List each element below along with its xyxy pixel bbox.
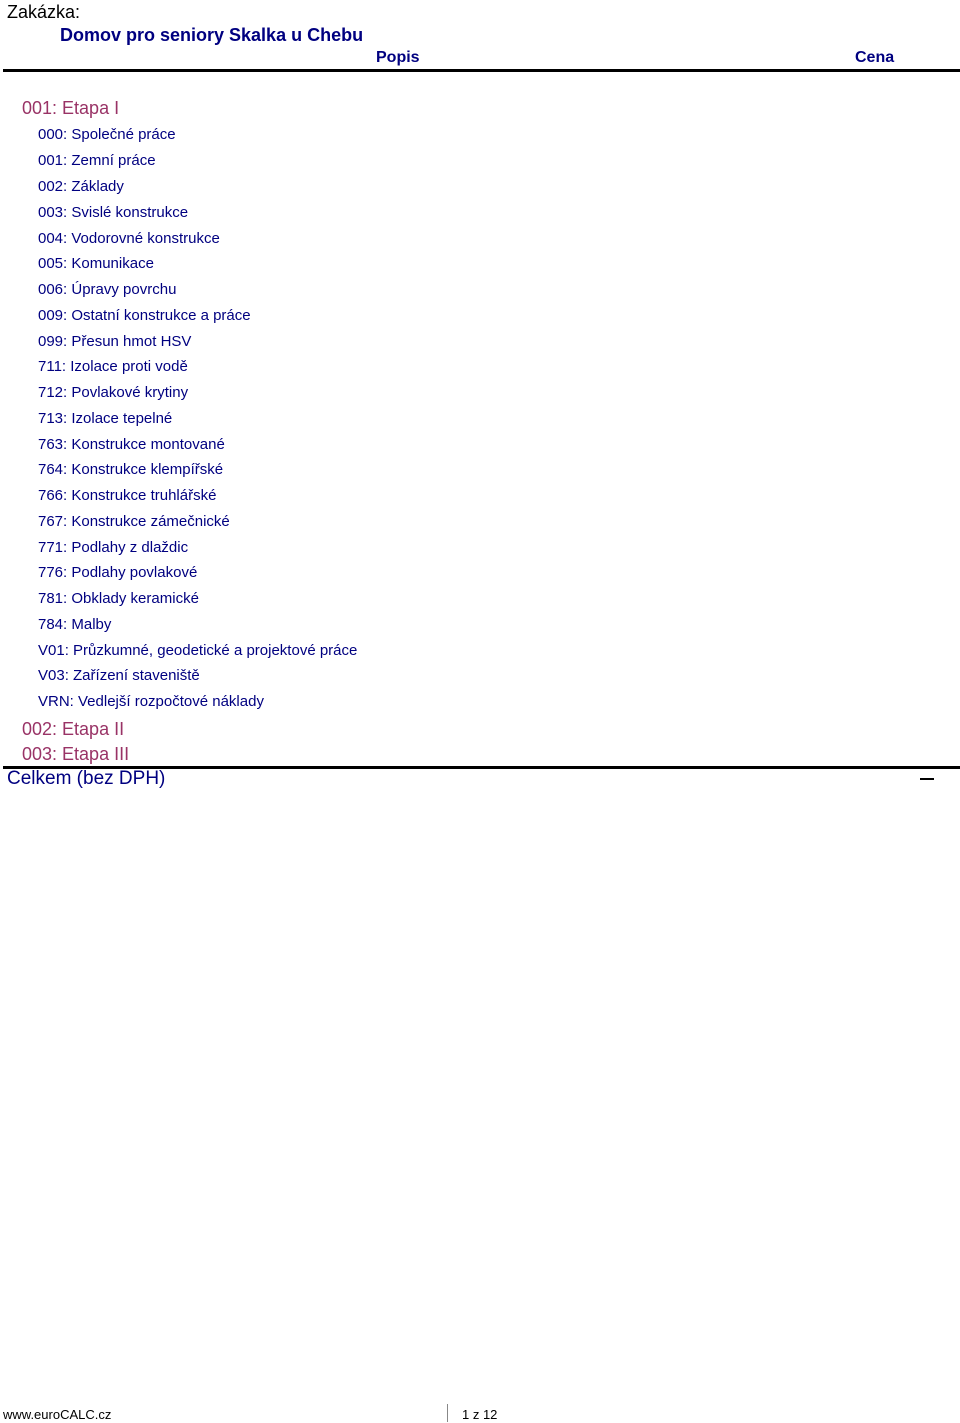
total-label: Celkem (bez DPH) [7,768,166,789]
budget-item: 776: Podlahy povlakové [38,564,198,581]
project-name: Domov pro seniory Skalka u Chebu [60,25,364,45]
budget-item: VRN: Vedlejší rozpočtové náklady [38,693,264,710]
budget-item: 712: Povlakové krytiny [38,384,189,401]
budget-item: 002: Základy [38,178,124,195]
order-label: Zakázka: [7,2,81,22]
budget-item: 784: Malby [38,616,112,633]
header-divider [3,69,960,72]
budget-item: 771: Podlahy z dlaždic [38,539,189,556]
budget-item: V03: Zařízení staveniště [38,667,200,684]
budget-item: 766: Konstrukce truhlářské [38,487,217,504]
budget-item: 713: Izolace tepelné [38,410,173,427]
budget-item: 781: Obklady keramické [38,590,199,607]
budget-item: 711: Izolace proti vodě [38,358,188,375]
budget-item: 006: Úpravy povrchu [38,281,177,298]
budget-item: 005: Komunikace [38,255,154,272]
budget-item: 000: Společné práce [38,126,176,143]
budget-item: 763: Konstrukce montované [38,436,225,453]
budget-item: 764: Konstrukce klempířské [38,461,224,478]
column-header-description: Popis [376,49,420,66]
budget-item: 099: Přesun hmot HSV [38,333,192,350]
budget-item: V01: Průzkumné, geodetické a projektové práce [38,642,358,659]
footer-divider [447,1404,448,1422]
budget-item: 009: Ostatní konstrukce a práce [38,307,251,324]
stage-heading: 002: Etapa II [22,719,125,739]
budget-item: 767: Konstrukce zámečnické [38,513,230,530]
column-header-price: Cena [855,49,895,66]
budget-item: 004: Vodorovné konstrukce [38,230,220,247]
budget-item: 001: Zemní práce [38,152,156,169]
stage-heading: 001: Etapa I [22,98,120,118]
budget-item: 003: Svislé konstrukce [38,204,189,221]
page-number: 1 z 12 [462,1407,498,1422]
total-value-dash [920,778,934,780]
footer-website: www.euroCALC.cz [3,1407,112,1422]
stage-heading: 003: Etapa III [22,744,130,764]
